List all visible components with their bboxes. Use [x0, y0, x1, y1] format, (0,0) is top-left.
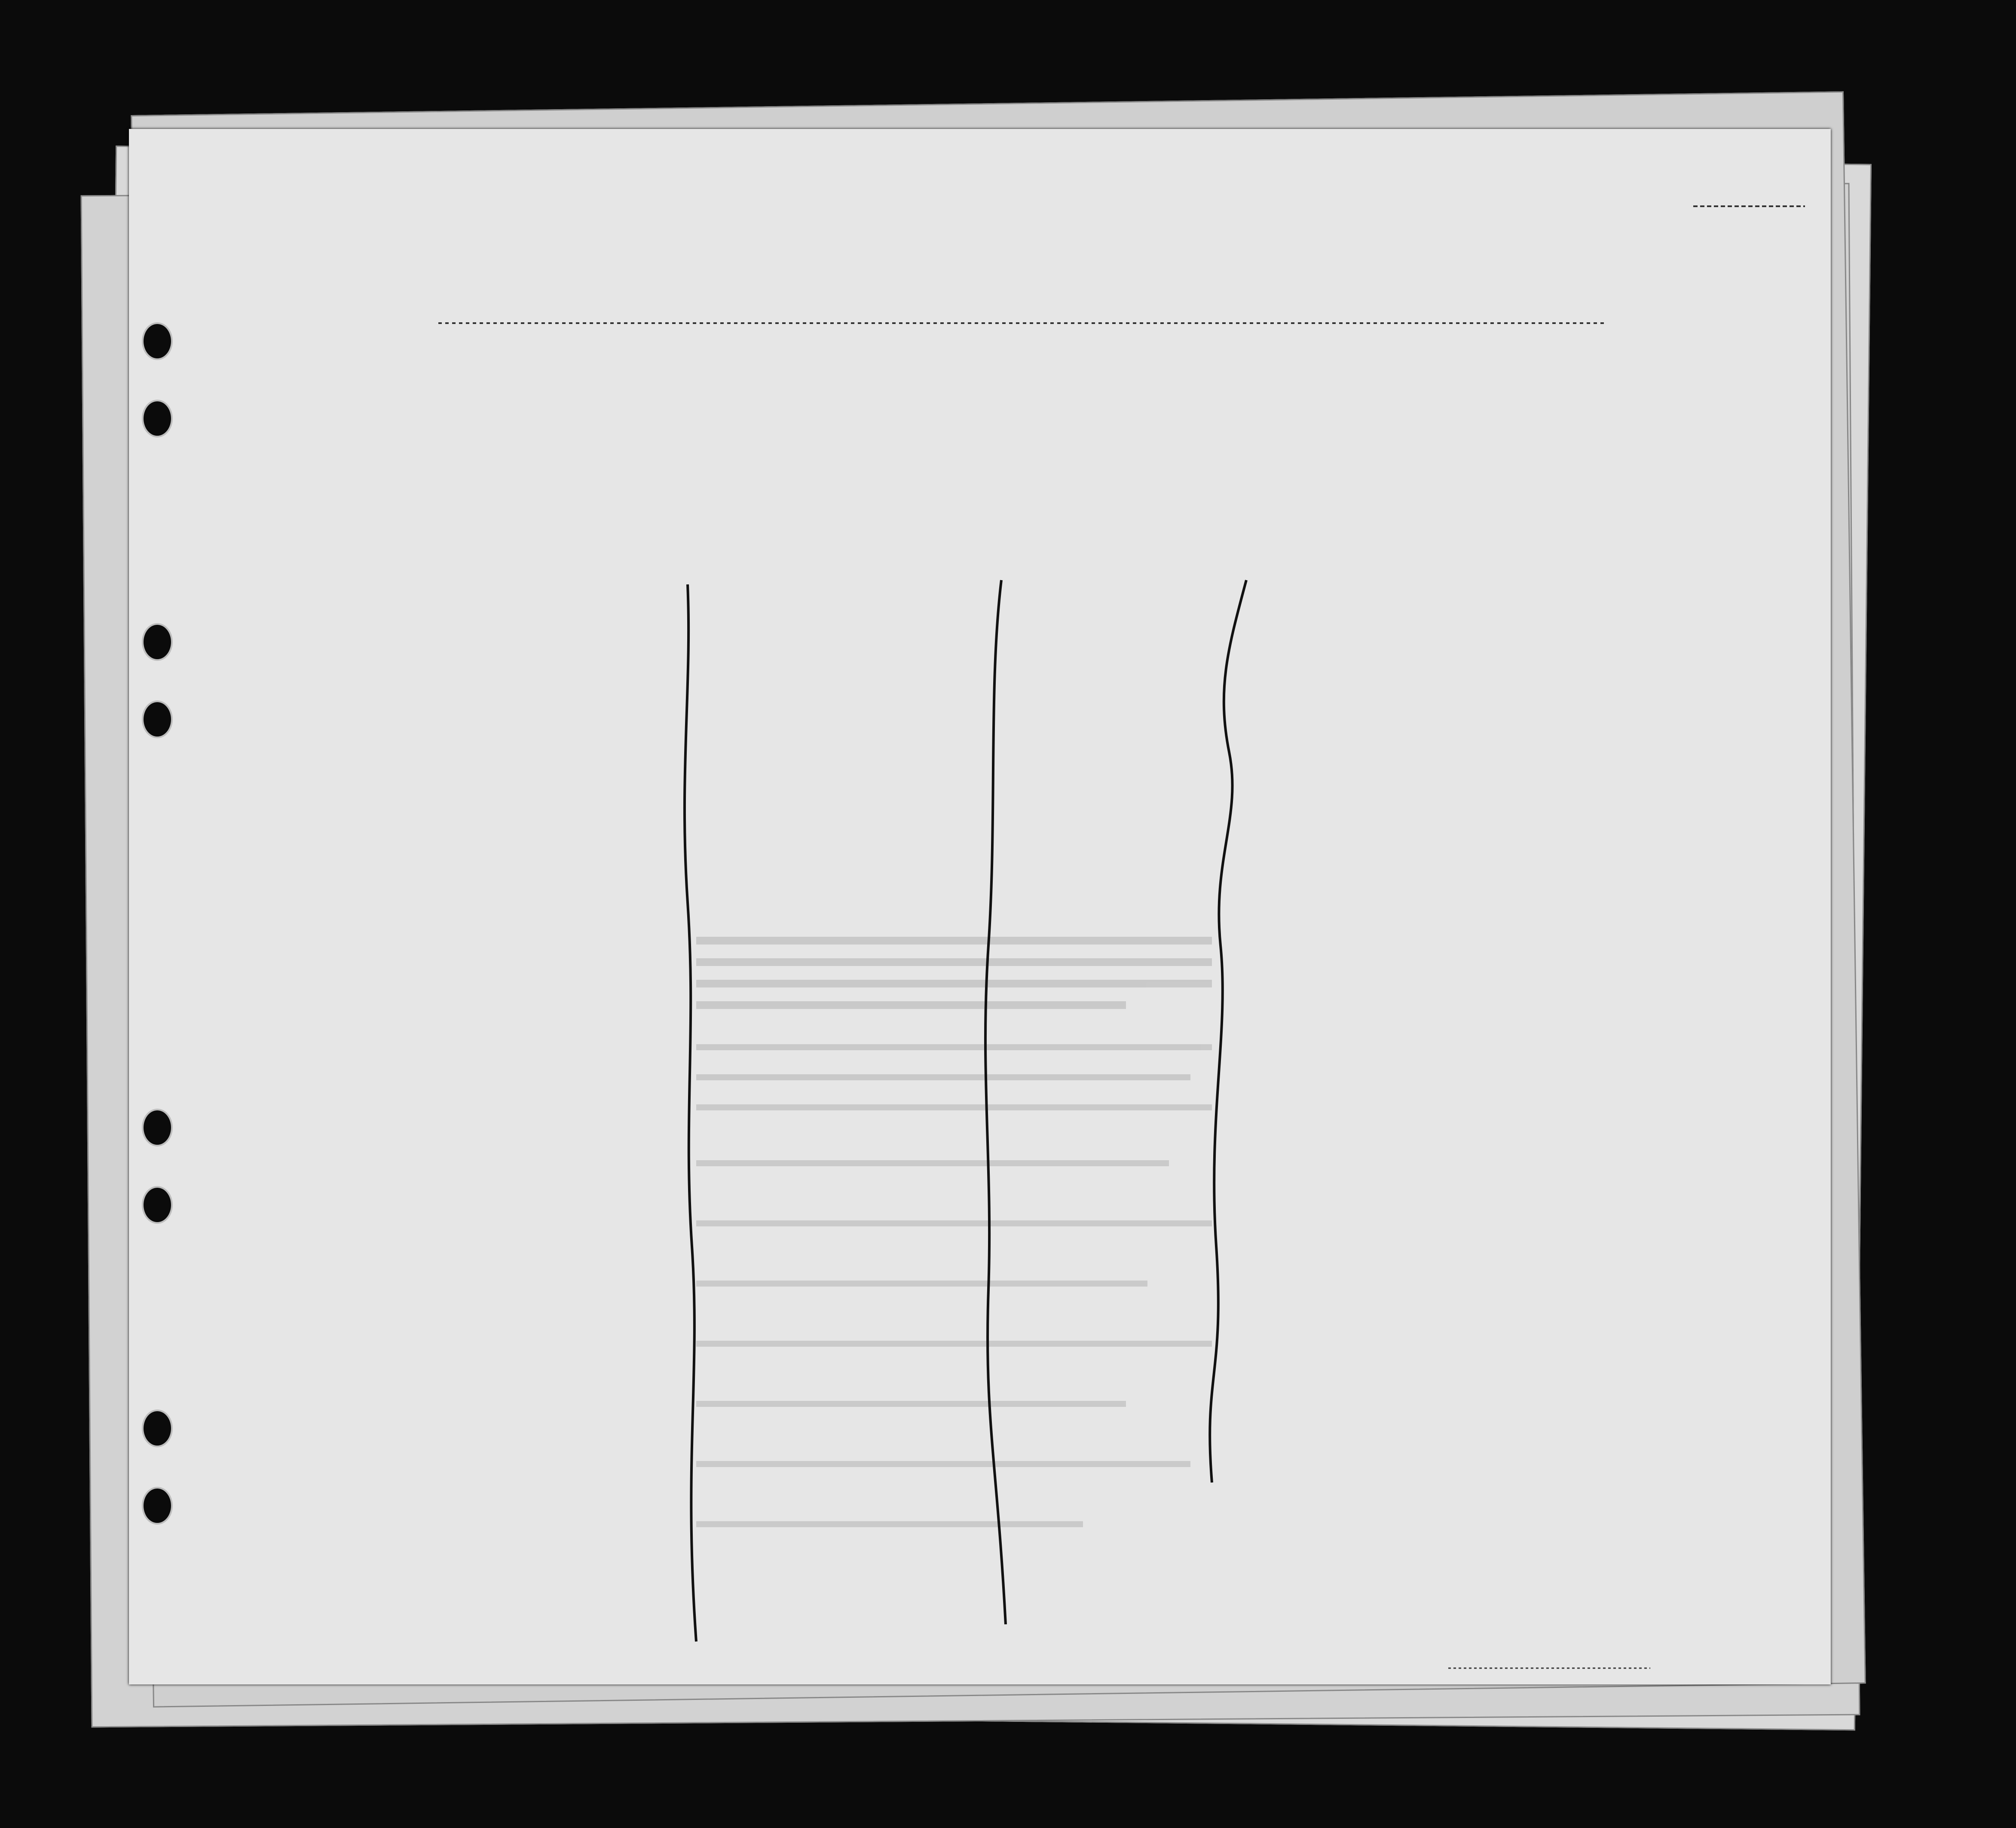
- punch-hole-8: [142, 1487, 173, 1525]
- punch-hole-6: [142, 1186, 173, 1224]
- bleed-through-text: [696, 937, 1212, 1527]
- punch-hole-4: [142, 700, 173, 738]
- ditto-line-col20: [685, 584, 696, 1642]
- punch-hole-3: [142, 623, 173, 661]
- punch-hole-7: [142, 1409, 173, 1447]
- manifest-form: [129, 129, 1831, 1684]
- ditto-line-col24: [1210, 580, 1246, 1483]
- punch-hole-5: [142, 1109, 173, 1146]
- handwritten-entries: [685, 580, 1246, 1642]
- manifest-page: [129, 129, 1831, 1684]
- ditto-line-col23: [985, 580, 1006, 1624]
- punch-hole-1: [142, 322, 173, 360]
- punch-hole-2: [142, 400, 173, 437]
